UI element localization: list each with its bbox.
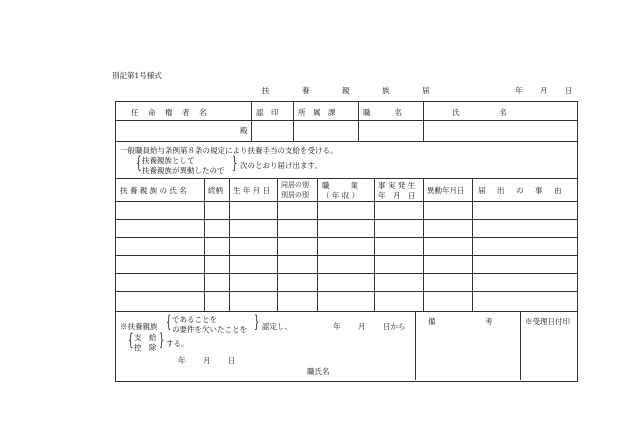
rule [115, 201, 577, 202]
from-month: 月 [358, 322, 366, 331]
right-brace: } [232, 153, 238, 173]
title-date-month: 月 [540, 86, 548, 95]
pay-option1: 支 給 [134, 333, 157, 342]
honorific: 殿 [240, 126, 248, 135]
appointer-label: 任 命 権 者 名 [131, 108, 208, 117]
name-label: 氏 名 [452, 108, 509, 117]
title-date-year: 年 [515, 86, 523, 95]
title-char-1: 扶 [262, 86, 270, 95]
statement-option1: 扶養親族として [142, 156, 195, 165]
rule [204, 178, 205, 311]
rule [415, 311, 416, 380]
approved-text: 認定し、 [262, 322, 292, 331]
table-row [115, 255, 577, 256]
sig-day: 日 [228, 356, 236, 365]
col-change-header: 異動年月日 [427, 186, 465, 195]
remarks-label: 備 考 [428, 317, 495, 326]
title-char-5: 届 [422, 86, 430, 95]
official-name-label: 職氏名 [307, 367, 330, 376]
rule [358, 101, 359, 141]
statement-option2: 扶養親族が異動したので [142, 166, 225, 175]
receipt-stamp-label: ※受理日付印 [525, 317, 570, 326]
rule [251, 101, 252, 141]
right-brace: } [159, 330, 165, 350]
from-year: 年 [333, 322, 341, 331]
rule [115, 120, 577, 121]
statement-line1: 一般職員給与条例第８条の規定により扶養手当の支給を受ける。 [120, 146, 338, 155]
do-text: する。 [166, 339, 189, 348]
col-relation-header: 続柄 [208, 186, 223, 195]
from-day: 日から [383, 322, 406, 331]
cert-option1: であることを [172, 315, 217, 324]
rule [423, 101, 424, 141]
col-birth-header: 生 年 月 日 [233, 186, 271, 195]
approval-label: 認 印 [256, 108, 279, 117]
rule [317, 178, 318, 311]
col-cohab-header-2: 別居の別 [281, 191, 309, 199]
table-row [115, 273, 577, 274]
cert-option2: の要件を欠いたことを [172, 325, 247, 334]
statement-line2: 次のとおり届け出ます。 [240, 161, 322, 170]
rule [374, 178, 375, 311]
right-brace: } [254, 312, 260, 332]
sig-month: 月 [203, 356, 211, 365]
rule [472, 178, 473, 311]
title-char-4: 族 [382, 86, 390, 95]
left-brace: { [136, 153, 142, 173]
position-label: 職 名 [363, 108, 405, 117]
col-name-header: 扶 養 親 族 の 氏 名 [120, 186, 187, 195]
cert-label: ※扶養親族 [120, 322, 158, 331]
col-fact-header-2: 年 月 日 [378, 191, 416, 200]
dept-label: 所 属 課 [298, 108, 336, 117]
title-date-day: 日 [565, 86, 573, 95]
rule [229, 178, 230, 311]
rule [520, 311, 521, 380]
rule [293, 101, 294, 141]
col-cohab-header-1: 同居の別 [281, 181, 309, 189]
col-reason-header: 届 出 の 事 由 [478, 186, 564, 195]
sig-year: 年 [178, 356, 186, 365]
left-brace: { [128, 330, 134, 350]
rule [115, 141, 577, 142]
title-char-3: 親 [342, 86, 350, 95]
title-char-2: 養 [302, 86, 310, 95]
pay-option2: 控 除 [134, 343, 157, 352]
rule [115, 178, 577, 179]
table-row [115, 237, 577, 238]
form-id: 別記第1号様式 [112, 71, 162, 80]
rule [277, 178, 278, 311]
left-brace: { [166, 312, 172, 332]
col-job-header-1: 職 業 [322, 181, 360, 190]
col-job-header-2: （ 年 収 ） [322, 191, 360, 200]
rule [423, 178, 424, 311]
rule [115, 311, 577, 312]
table-row [115, 291, 577, 292]
table-row [115, 219, 577, 220]
col-fact-header-1: 事 実 発 生 [378, 181, 416, 190]
